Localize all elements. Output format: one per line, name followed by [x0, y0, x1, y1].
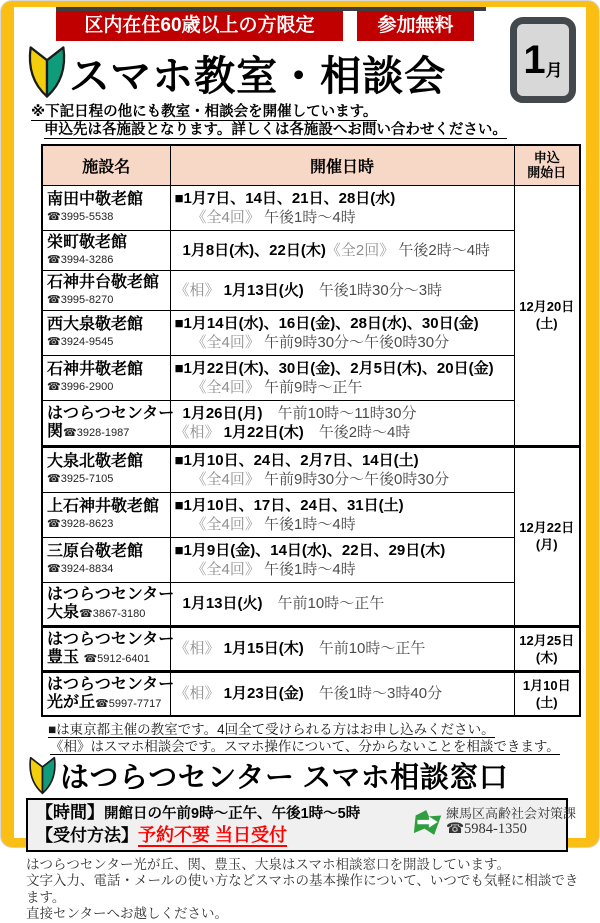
- schedule-line: 《相》 1月23日(金) 午後1時〜3時40分: [174, 685, 443, 702]
- table-row: [42, 230, 580, 270]
- facility-name: 石神井敬老館: [47, 361, 144, 378]
- flyer-content-area: [14, 7, 586, 921]
- facility-name: 石神井台敬老館: [47, 273, 160, 291]
- facility-phone: ☎3995-8270: [47, 293, 114, 306]
- facility-cell: [42, 626, 175, 671]
- application-start-date-cell: 12月20日 (土): [514, 185, 580, 446]
- facility-name: 大泉北敬老館: [47, 453, 144, 470]
- table-row: [42, 270, 580, 310]
- facility-cell: [42, 270, 170, 310]
- schedule-cell: [170, 537, 514, 582]
- table-row: [42, 626, 580, 671]
- beginner-mark-icon: [27, 45, 67, 99]
- consultation-desk-title: はつらつセンター スマホ相談窓口: [60, 762, 509, 794]
- schedule-cell: [170, 270, 514, 310]
- table-row: [42, 537, 580, 582]
- facility-cell: [42, 582, 175, 626]
- schedule-table-body: [42, 185, 580, 716]
- schedule-line: 《相》 1月13日(火) 午後1時30分〜3時: [174, 281, 443, 299]
- facility-name: はつらつセンター: [47, 675, 175, 693]
- schedule-line: 1月26日(月) 午前10時〜11時30分: [182, 404, 417, 422]
- title-row: [27, 43, 586, 101]
- facility-name: はつらつセンター: [47, 585, 175, 603]
- facility-name: 三原台敬老館: [47, 543, 144, 560]
- description-line: 直接センターへお越しください。: [26, 906, 228, 921]
- facility-cell: [42, 671, 175, 716]
- facility-name: 大泉: [47, 603, 80, 621]
- table-row: [42, 492, 580, 537]
- facility-phone: ☎3994-3286: [47, 253, 114, 266]
- schedule-table: [41, 144, 581, 717]
- schedule-line: 《全4回》 午前9時30分〜午後0時30分: [191, 333, 450, 351]
- facility-name: 南田中敬老館: [47, 191, 144, 208]
- schedule-line: 《全4回》 午後1時〜4時: [191, 515, 356, 533]
- month-suffix: 月: [545, 60, 563, 80]
- schedule-line: 《全4回》 午後1時〜4時: [191, 560, 356, 578]
- schedule-line: ■1月10日、17日、24日、31日(土): [174, 496, 404, 514]
- facility-name: 関: [47, 422, 64, 440]
- facility-phone: ☎3867-3180: [79, 607, 146, 620]
- schedule-cell: [170, 671, 514, 716]
- eligibility-badge: 区内在住60歳以上の方限定: [56, 11, 343, 41]
- consultation-description: [26, 857, 586, 923]
- facility-phone: ☎3928-8623: [47, 518, 114, 530]
- contact-department: 練馬区高齢社会対策課: [445, 806, 576, 821]
- schedule-cell: [170, 355, 514, 400]
- intro-note-2: 申込先は各施設となります。詳しくは各施設へお問い合わせください。: [44, 122, 507, 138]
- nerima-city-logo-icon: [413, 809, 443, 836]
- free-participation-badge: 参加無料: [357, 11, 474, 41]
- facility-cell: [42, 230, 170, 270]
- footnote-consultation: 《相》はスマホ相談会です。スマホ操作について、分からないことを相談できます。: [50, 738, 560, 754]
- schedule-line: 《全4回》 午後1時〜4時: [191, 208, 356, 226]
- facility-name: 豊玉: [47, 648, 84, 666]
- hours-text: 開館日の午前9時〜正午、午後1時〜5時: [104, 805, 361, 822]
- description-line: 文字入力、電話・メールの使い方などスマホの基本操作について、いつでも気軽に相談できます。: [26, 873, 579, 905]
- table-row: [42, 582, 580, 626]
- facility-cell: [42, 310, 170, 355]
- column-header-schedule: 開催日時: [170, 145, 514, 185]
- facility-phone: ☎5912-6401: [83, 652, 150, 665]
- facility-name: 上石神井敬老館: [47, 498, 160, 515]
- month-number: 1: [523, 38, 546, 82]
- application-start-date-cell: 12月22日 (月): [514, 446, 580, 626]
- schedule-line: ■1月10日、24日、2月7日、14日(土): [174, 451, 419, 469]
- facility-name: 西大泉敬老館: [47, 316, 144, 333]
- schedule-line: 1月13日(火) 午前10時〜正午: [182, 595, 385, 612]
- facility-name: はつらつセンター: [47, 404, 175, 422]
- schedule-line: ■1月7日、14日、21日、28日(水): [174, 189, 396, 207]
- intro-note-1: ※下記日程の他にも教室・相談会を開催しています。: [31, 104, 378, 120]
- facility-cell: [42, 185, 170, 230]
- table-row: [42, 355, 580, 400]
- facility-name: 光が丘: [47, 693, 96, 711]
- facility-cell: [42, 537, 170, 582]
- table-row: [42, 671, 580, 716]
- table-row: [42, 310, 580, 355]
- facility-phone: ☎3995-5538: [47, 211, 114, 223]
- schedule-cell: [170, 626, 514, 671]
- beginner-mark-icon: [28, 756, 57, 795]
- facility-name: はつらつセンター: [47, 630, 175, 648]
- table-row: [42, 446, 580, 492]
- top-edge-strip: [56, 7, 486, 11]
- column-header-start-date: 申込 開始日: [514, 145, 580, 185]
- facility-phone: ☎3924-9545: [47, 336, 114, 348]
- schedule-cell: [170, 185, 514, 230]
- schedule-line: ■1月22日(木)、30日(金)、2月5日(木)、20日(金): [174, 359, 494, 377]
- schedule-line: 《相》 1月15日(木) 午前10時〜正午: [174, 640, 426, 657]
- schedule-line: ■1月14日(水)、16日(金)、28日(水)、30日(金): [174, 314, 479, 332]
- schedule-line: 《全4回》 午前9時〜正午: [191, 378, 363, 396]
- description-line: はつらつセンター光が丘、関、豊玉、大泉はスマホ相談窓口を開設しています。: [26, 856, 510, 872]
- schedule-line: 1月8日(木)、22日(木)《全2回》 午後2時〜4時: [182, 241, 491, 259]
- table-row: [42, 185, 580, 230]
- application-start-date-cell: 1月10日 (土): [514, 671, 580, 716]
- facility-cell: [42, 446, 170, 492]
- reception-method-label: 【受付方法】: [36, 825, 138, 845]
- facility-phone: ☎3996-2900: [47, 381, 114, 393]
- schedule-cell: [170, 582, 514, 626]
- table-footnotes: [48, 721, 586, 755]
- table-header-row: [42, 145, 580, 185]
- facility-phone: ☎3928-1987: [63, 426, 130, 439]
- schedule-line: ■1月9日(金)、14日(水)、22日、29日(木): [174, 541, 446, 559]
- schedule-cell: [170, 492, 514, 537]
- column-header-facility: 施設名: [42, 145, 170, 185]
- facility-cell: [42, 355, 170, 400]
- footnote-tokyo-classes: ■は東京都主催の教室です。4回全て受けられる方はお申し込みください。: [48, 721, 495, 737]
- schedule-line: 《相》 1月22日(木) 午後2時〜4時: [174, 423, 411, 441]
- smartphone-month-icon: [510, 17, 576, 103]
- table-row: [42, 400, 580, 446]
- reception-method-text: 予約不要 当日受付: [138, 824, 288, 845]
- schedule-cell: [170, 230, 514, 270]
- facility-phone: ☎3924-8834: [47, 563, 114, 575]
- facility-cell: [42, 492, 170, 537]
- schedule-cell: [170, 310, 514, 355]
- consultation-desk-heading-row: [28, 757, 586, 795]
- schedule-cell: [170, 400, 514, 446]
- facility-phone: ☎3925-7105: [47, 473, 114, 485]
- schedule-cell: [170, 446, 514, 492]
- contact-block: [413, 806, 576, 838]
- facility-name: 栄町敬老館: [47, 233, 128, 251]
- header-badges: [56, 11, 586, 41]
- hours-label: 【時間】: [36, 802, 104, 822]
- intro-notes: [31, 103, 586, 139]
- page-title: スマホ教室・相談会: [69, 52, 447, 99]
- application-start-date-cell: 12月25日 (木): [514, 626, 580, 671]
- contact-phone: ☎5984-1350: [445, 821, 527, 837]
- schedule-line: 《全4回》 午前9時30分〜午後0時30分: [191, 470, 450, 488]
- facility-phone: ☎5997-7717: [95, 697, 162, 710]
- facility-cell: [42, 400, 175, 446]
